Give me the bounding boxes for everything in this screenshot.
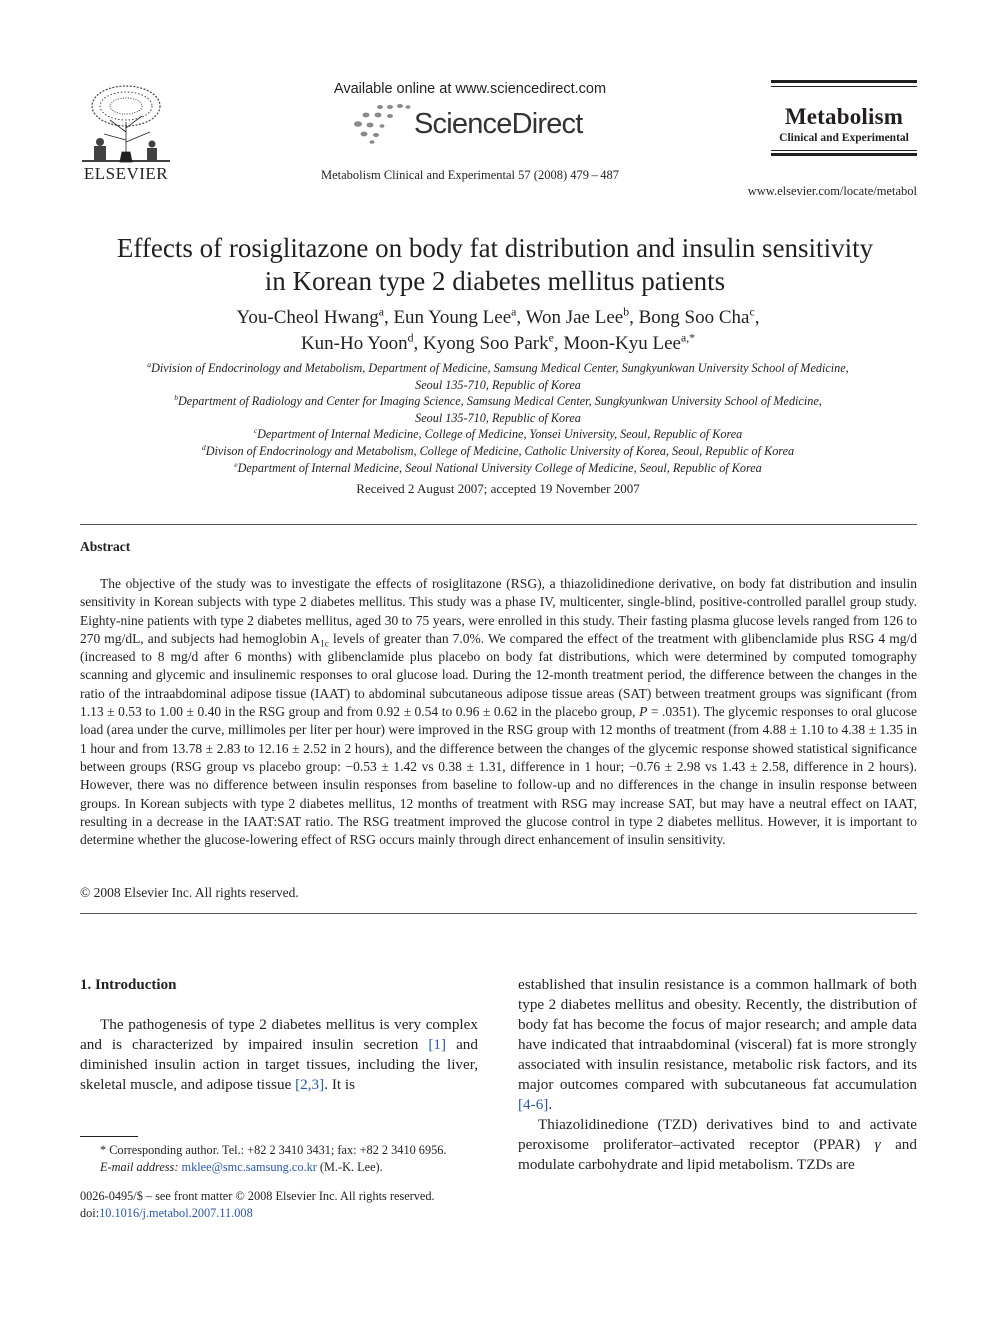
p-value-label: P: [639, 704, 648, 720]
doi-link[interactable]: 10.1016/j.metabol.2007.11.008: [99, 1205, 253, 1220]
email-label: E-mail address:: [100, 1159, 179, 1174]
masthead-rule: [771, 80, 917, 83]
affiliation-text: Department of Radiology and Center for Imaging Science, Samsung Medical Center, Sungkyunkwan University School of Medicine,: [178, 394, 822, 409]
body-text: .: [548, 1096, 553, 1113]
email-link[interactable]: mklee@smc.samsung.co.kr: [181, 1159, 317, 1174]
masthead-rule: [771, 153, 917, 156]
footnote-rule: [80, 1136, 138, 1137]
elsevier-logo[interactable]: [80, 82, 172, 182]
abstract-text: levels of greater than 7.0%. We compared the effect of the treatment with glibenclamide plus RSG 4 mg/d (increased to 8 mg/d after 6 months) with glibenclamide plus placebo on body fat distributions, which were determined by computed tomography scanning and glycemic and insulinemic responses to oral glucose load. During the 12-month treatment period, the difference between the changes in the ratio of the intraabdominal adipose tissue (IAAT) to abdominal subcutaneous adipose tissue areas (SAT) between treatment groups was significant (from 1.13 ± 0.53 to 1.00 ± 0.40 in the RSG group and from 0.92 ± 0.54 to 0.96 ± 0.62 in the placebo group,: [80, 630, 917, 720]
affiliation-key: b: [174, 393, 178, 403]
corresponding-author-text: * Corresponding author. Tel.: +82 2 3410 3431; fax: +82 2 3410 6956.: [100, 1143, 447, 1157]
author-separator: ,: [516, 307, 526, 328]
abstract-text: = .0351). The glycemic responses to oral glucose load (area under the curve, millimoles per liter per hour) were improved in the RSG group with 12 months of treatment (from 4.88 ± 1.10 to 4.38 ± 1.35 in 1 hour and from 13.78 ± 2.83 to 12.16 ± 2.52 in 2 hours), and the difference between the changes of the glycemic response showed statistical significance between groups (RSG group vs placebo group: −0.53 ± 1.42 vs 0.38 ± 1.31, difference in 1 hour; −0.76 ± 2.98 vs 1.43 ± 2.58, difference in 2 hours). However, there was no difference between insulin responses from baseline to follow-up and no differences in the change in insulin response between groups. In Korean subjects with type 2 diabetes mellitus, 12 months of treatment with RSG may increase SAT, but may have a neutral effect on IAAT, resulting in a decrease in the IAAT:SAT ratio. The RSG treatment improved the glucose control in type 2 diabetes mellitus. However, it is important to determine whether the glucose-lowering effect of RSG occurs mainly through direct enhancement of insulin sensitivity.: [80, 704, 917, 848]
affiliation-text: Department of Internal Medicine, Seoul National University College of Medicine, Seoul, Republic of Korea: [237, 460, 762, 475]
affiliation-marker[interactable]: b: [623, 305, 630, 319]
front-matter-text: 0026-0495/$ – see front matter © 2008 Elsevier Inc. All rights reserved.: [80, 1189, 435, 1203]
masthead-rule: [771, 150, 917, 151]
author-name[interactable]: Kyong Soo Park: [422, 333, 549, 354]
article-title: [60, 232, 930, 298]
body-text: established that insulin resistance is a common hallmark of both type 2 diabetes mellitus and obesity. Recently, the distribution of body fat has become the focus of major research; and ample data have indicated that intraabdominal (visceral) fat is more strongly associated with insulin resistance, metabolic risk factors, and its major outcomes compared with subcutaneous fat accumulation: [518, 976, 917, 1093]
body-paragraph: [518, 975, 917, 1115]
publisher-name: ELSEVIER: [83, 164, 169, 183]
affiliation-marker[interactable]: d: [407, 331, 414, 345]
affiliation-marker[interactable]: c: [749, 305, 755, 319]
received-dates: Received 2 August 2007; accepted 19 November 2007: [356, 481, 640, 496]
affiliation-a-cont: Seoul 135-710, Republic of Korea: [415, 377, 581, 392]
right-column: [518, 975, 917, 1175]
body-text: . It is: [324, 1076, 356, 1093]
body-text: The pathogenesis of type 2 diabetes mellitus is very complex and is characterized by impaired insulin secretion: [80, 1016, 478, 1053]
sciencedirect-dots-icon: [352, 104, 412, 144]
abstract-paragraph: [80, 575, 917, 849]
journal-subtitle: Clinical and Experimental: [779, 132, 909, 144]
journal-title[interactable]: Metabolism: [784, 104, 904, 129]
affiliation-d: [80, 443, 916, 460]
email-suffix: (M.-K. Lee).: [316, 1159, 383, 1174]
email-line: [100, 1159, 500, 1176]
affiliation-e: [80, 460, 916, 477]
affiliation-key: a: [147, 359, 152, 369]
article-title-line: Effects of rosiglitazone on body fat distribution and insulin sensitivity: [116, 233, 874, 263]
reference-link[interactable]: [1]: [428, 1036, 447, 1053]
body-text: and diminished insulin action in target tissues, including the liver, skeletal muscle, and adipose tissue: [80, 1036, 478, 1093]
body-text: Thiazolidinedione (TZD) derivatives bind to and activate peroxisome proliferator–activated receptor (PPAR): [518, 1116, 917, 1153]
doi-line: [80, 1205, 500, 1222]
author-list: [80, 305, 916, 357]
greek-symbol: γ: [874, 1136, 881, 1153]
author-separator: ,: [553, 333, 564, 354]
sciencedirect-wordmark: ScienceDirect: [414, 108, 583, 140]
author-name[interactable]: Eun Young Lee: [393, 307, 512, 328]
author-name[interactable]: Moon-Kyu Lee: [563, 333, 681, 354]
affiliation-a: [80, 360, 916, 377]
author-name[interactable]: Kun-Ho Yoon: [300, 333, 408, 354]
author-separator: ,: [383, 307, 394, 328]
corresponding-author-footnote: [100, 1142, 500, 1175]
affiliation-key: c: [253, 426, 258, 436]
copyright-notice: © 2008 Elsevier Inc. All rights reserved.: [80, 885, 299, 900]
affiliation-b: [80, 393, 916, 410]
author-separator: ,: [413, 333, 423, 354]
abstract-divider-bottom: [80, 913, 917, 914]
affiliation-key: e: [234, 459, 238, 469]
author-line: [80, 305, 916, 331]
author-line: [80, 331, 916, 357]
affiliation-marker[interactable]: a,*: [681, 331, 696, 345]
left-column: [80, 1015, 478, 1095]
abstract-heading: Abstract: [80, 539, 131, 554]
abstract-body: [80, 575, 917, 849]
elsevier-tree-icon: [80, 82, 172, 164]
author-separator: ,: [754, 307, 760, 328]
affiliation-text: Division of Endocrinology and Metabolism, Department of Medicine, Samsung Medical Center, Sungkyunkwan University School of Medicine,: [151, 361, 849, 375]
journal-citation: Metabolism Clinical and Experimental 57 (2008) 479 – 487: [320, 168, 619, 182]
author-separator: ,: [629, 307, 639, 328]
reference-link[interactable]: [4-6]: [518, 1096, 549, 1113]
article-title-line: in Korean type 2 diabetes mellitus patients: [264, 266, 726, 296]
affiliation-b-cont: Seoul 135-710, Republic of Korea: [415, 410, 581, 425]
section-heading: 1. Introduction: [80, 977, 177, 993]
affiliation-list: [80, 360, 916, 476]
author-name[interactable]: Bong Soo Cha: [638, 307, 750, 328]
affiliation-marker[interactable]: a: [511, 305, 517, 319]
doi-label: doi:: [80, 1205, 100, 1220]
journal-url-link[interactable]: www.elsevier.com/locate/metabol: [747, 184, 917, 198]
affiliation-marker[interactable]: a: [378, 305, 384, 319]
affiliation-text: Divison of Endocrinology and Metabolism, College of Medicine, Catholic University of Korea, Seoul, Republic of Korea: [205, 443, 795, 458]
front-matter: [80, 1188, 500, 1221]
affiliation-marker[interactable]: e: [548, 331, 554, 345]
reference-link[interactable]: [2,3]: [295, 1076, 325, 1093]
sciencedirect-logo[interactable]: [352, 104, 592, 144]
affiliation-text: Department of Internal Medicine, College of Medicine, Yonsei University, Seoul, Republic of Korea: [257, 427, 743, 442]
affiliation-c: [80, 426, 916, 443]
author-name[interactable]: You-Cheol Hwang: [236, 307, 379, 328]
body-text: and modulate carbohydrate and lipid metabolism. TZDs are: [518, 1136, 917, 1173]
author-name[interactable]: Won Jae Lee: [525, 307, 624, 328]
masthead-rule: [771, 86, 917, 87]
affiliation-key: d: [201, 442, 206, 452]
body-paragraph: [80, 1015, 478, 1095]
subscript: 1c: [319, 639, 329, 650]
body-paragraph: [518, 1115, 917, 1175]
available-online-text[interactable]: Available online at www.sciencedirect.com: [333, 81, 607, 97]
abstract-text: The objective of the study was to investigate the effects of rosiglitazone (RSG), a thiazolidinedione derivative, on body fat distribution and insulin sensitivity in Korean subjects with type 2 diabetes mellitus. This study was a phase IV, multicenter, single-blind, positive-controlled parallel group study. Eighty-nine patients with type 2 diabetes mellitus, aged 30 to 75 years, were enrolled in this study. Their fasting plasma glucose levels ranged from 126 to 270 mg/dL, and subjects had hemoglobin A: [80, 576, 917, 646]
abstract-divider-top: [80, 524, 917, 525]
